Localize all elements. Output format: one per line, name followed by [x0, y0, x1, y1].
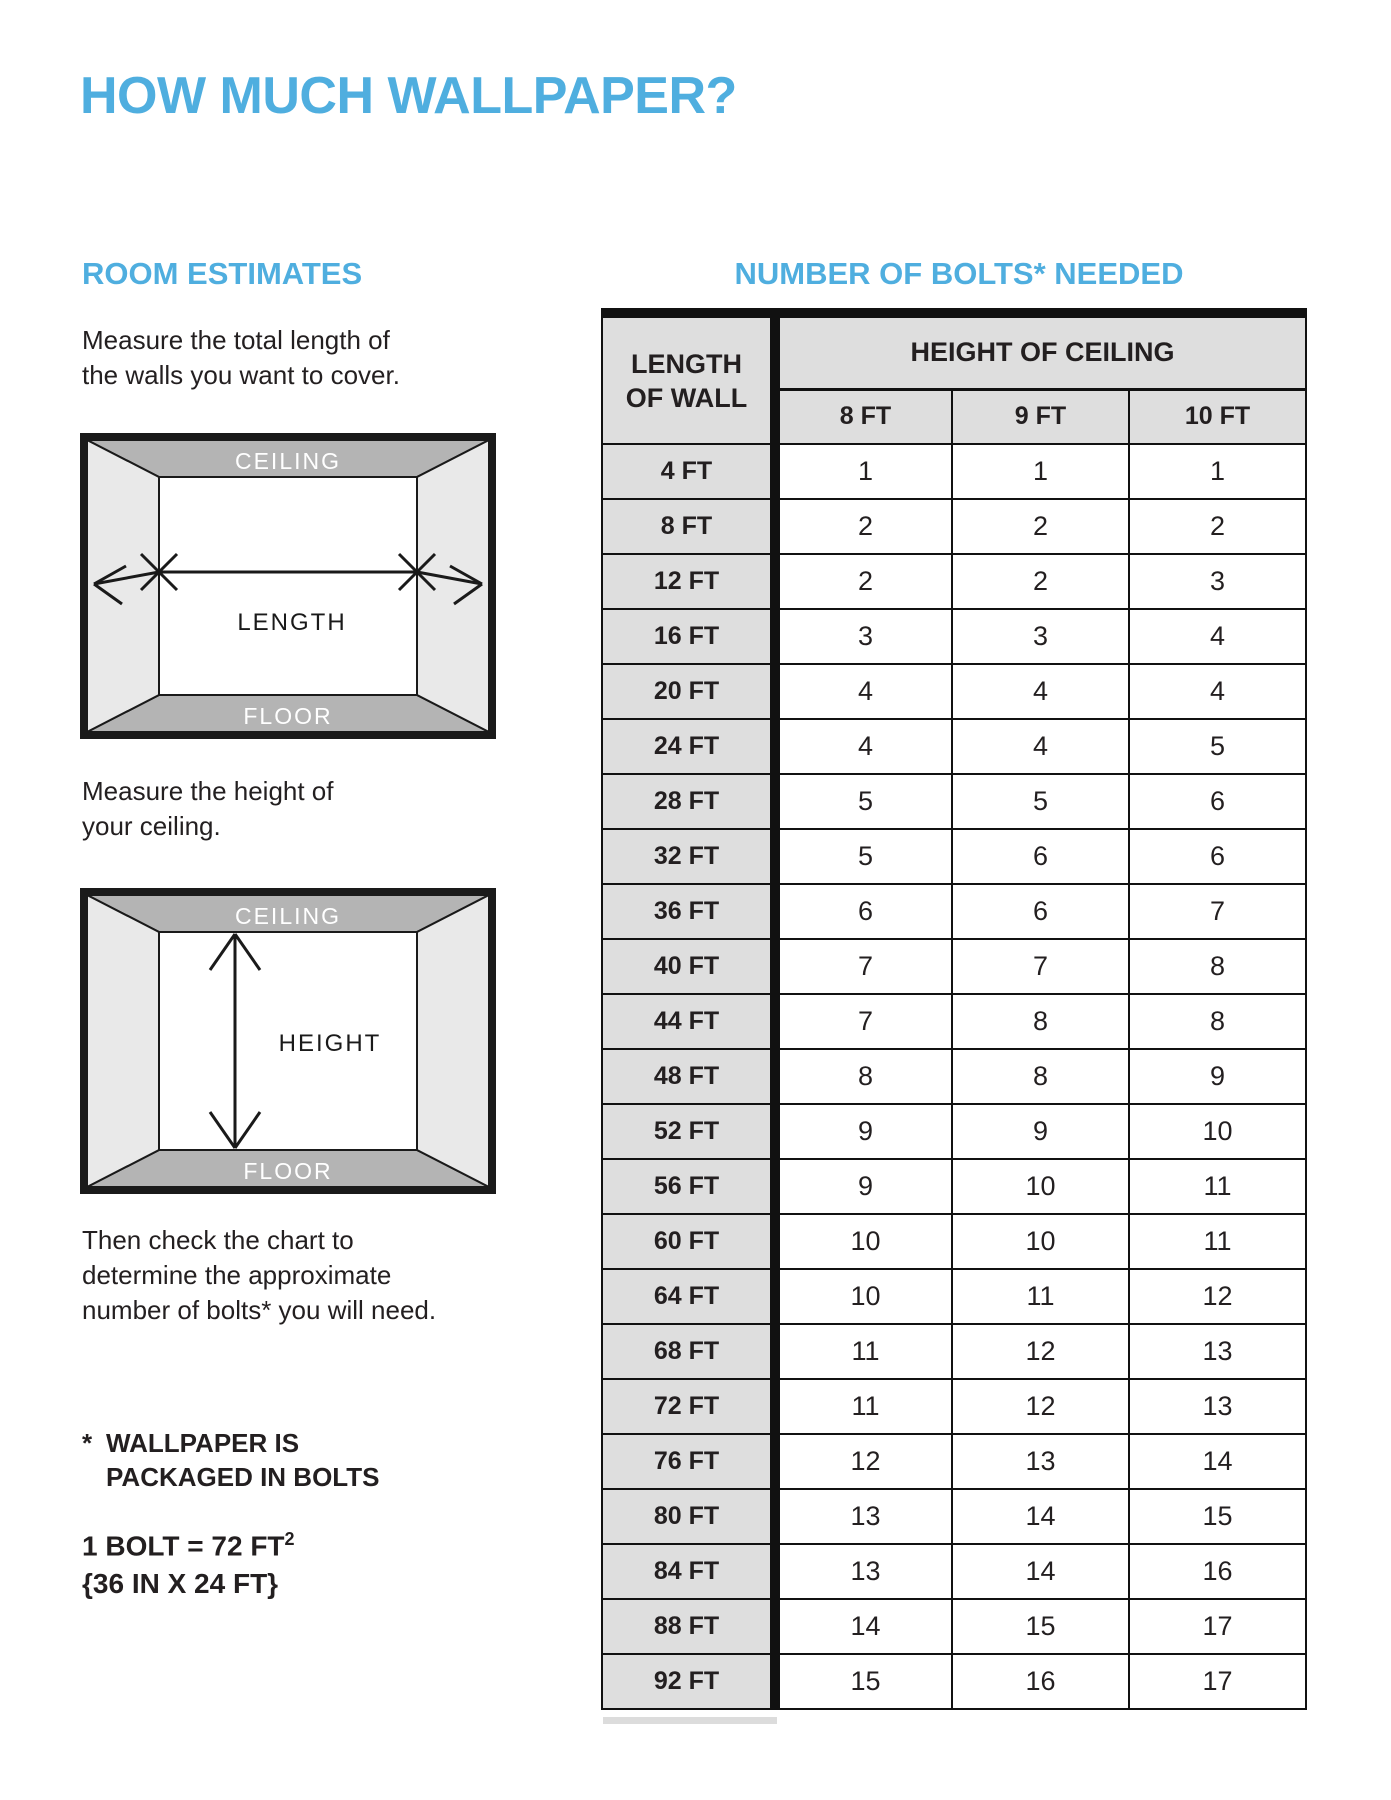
height-of-ceiling-header: HEIGHT OF CEILING: [775, 313, 1306, 389]
bolt-count-cell: 8: [775, 1049, 952, 1104]
bolt-count-cell: 9: [1129, 1049, 1306, 1104]
bolt-count-cell: 11: [1129, 1214, 1306, 1269]
bolt-count-cell: 1: [775, 444, 952, 499]
bolt-count-cell: 17: [1129, 1654, 1306, 1709]
bolt-count-cell: 13: [952, 1434, 1129, 1489]
bolt-count-cell: 10: [952, 1159, 1129, 1214]
bolt-count-cell: 6: [952, 884, 1129, 939]
bolt-count-cell: 16: [1129, 1544, 1306, 1599]
wall-length-label: 72 FT: [602, 1379, 775, 1434]
table-row: [602, 1214, 1306, 1269]
header-line: LENGTH: [631, 348, 742, 379]
instruction-line: Then check the chart to: [82, 1225, 354, 1255]
wall-length-label: 16 FT: [602, 609, 775, 664]
bolt-count-cell: 14: [952, 1544, 1129, 1599]
bolt-count-cell: 7: [775, 994, 952, 1049]
table-row: [602, 1489, 1306, 1544]
floor-label: FLOOR: [243, 703, 333, 729]
wall-length-label: 68 FT: [602, 1324, 775, 1379]
bolt-equation-line: [82, 1520, 295, 1565]
table-row: [602, 664, 1306, 719]
bolt-count-cell: 13: [775, 1489, 952, 1544]
wall-length-label: 76 FT: [602, 1434, 775, 1489]
bolt-count-cell: 2: [952, 554, 1129, 609]
wall-length-label: 88 FT: [602, 1599, 775, 1654]
bolt-count-cell: 10: [775, 1269, 952, 1324]
table-row: [602, 1104, 1306, 1159]
bolt-count-cell: 2: [775, 554, 952, 609]
bolts-needed-heading: NUMBER OF BOLTS* NEEDED: [734, 256, 1184, 291]
bolt-count-cell: 3: [952, 609, 1129, 664]
table-row: [602, 609, 1306, 664]
table-row: [602, 1599, 1306, 1654]
bolt-dimensions: {36 IN X 24 FT}: [82, 1568, 279, 1600]
bolt-count-cell: 14: [1129, 1434, 1306, 1489]
bolt-count-cell: 11: [775, 1379, 952, 1434]
bolt-count-cell: 5: [952, 774, 1129, 829]
instruction-line: determine the approximate: [82, 1260, 392, 1290]
bolt-count-cell: 15: [775, 1654, 952, 1709]
instruction-line: number of bolts* you will need.: [82, 1295, 437, 1325]
footnote-line-1: [82, 1426, 379, 1460]
bolt-count-cell: 12: [1129, 1269, 1306, 1324]
bolt-count-cell: 4: [952, 664, 1129, 719]
bolt-count-cell: 1: [1129, 444, 1306, 499]
footnote-text: WALLPAPER IS: [106, 1428, 300, 1458]
column-header-10ft: 10 FT: [1129, 389, 1306, 444]
wall-length-label: 48 FT: [602, 1049, 775, 1104]
wall-length-label: 80 FT: [602, 1489, 775, 1544]
table-row: [602, 1159, 1306, 1214]
bolt-count-cell: 7: [1129, 884, 1306, 939]
bolt-count-cell: 4: [952, 719, 1129, 774]
left-wall-surface: [87, 895, 159, 1187]
bolt-count-cell: 5: [775, 829, 952, 884]
bolts-table-body: [602, 444, 1306, 1709]
wall-length-label: 4 FT: [602, 444, 775, 499]
wall-length-label: 44 FT: [602, 994, 775, 1049]
bolt-equation: [82, 1520, 295, 1603]
instruction-line: your ceiling.: [82, 811, 221, 841]
instruction-line: Measure the total length of: [82, 325, 390, 355]
page-title: HOW MUCH WALLPAPER?: [80, 67, 737, 125]
bolt-count-cell: 6: [1129, 774, 1306, 829]
header-line: OF WALL: [625, 382, 748, 413]
bolt-count-cell: 13: [775, 1544, 952, 1599]
bolt-count-cell: 9: [775, 1159, 952, 1214]
bolt-count-cell: 15: [952, 1599, 1129, 1654]
instruction-check-chart: [82, 1223, 436, 1328]
bolts-needed-table: [601, 308, 1307, 1710]
wall-length-label: 40 FT: [602, 939, 775, 994]
bolt-count-cell: 13: [1129, 1324, 1306, 1379]
bolt-eq-text: 1 BOLT = 72 FT: [82, 1530, 285, 1562]
bolt-count-cell: 14: [775, 1599, 952, 1654]
instruction-measure-length: [82, 323, 400, 393]
ceiling-label: CEILING: [234, 448, 342, 474]
bolt-count-cell: 10: [1129, 1104, 1306, 1159]
bolt-count-cell: 7: [952, 939, 1129, 994]
table-row: [602, 719, 1306, 774]
instruction-line: Measure the height of: [82, 776, 334, 806]
bolt-count-cell: 12: [775, 1434, 952, 1489]
wall-length-label: 24 FT: [602, 719, 775, 774]
table-row: [602, 1379, 1306, 1434]
footnote-line-2: PACKAGED IN BOLTS: [106, 1462, 380, 1492]
wall-length-label: 32 FT: [602, 829, 775, 884]
bolt-count-cell: 4: [775, 664, 952, 719]
bolt-count-cell: 2: [952, 499, 1129, 554]
wall-length-label: 92 FT: [602, 1654, 775, 1709]
bolt-count-cell: 14: [952, 1489, 1129, 1544]
table-row: [602, 554, 1306, 609]
right-wall-surface: [417, 895, 489, 1187]
table-row: [602, 829, 1306, 884]
table-row: [602, 774, 1306, 829]
bolt-count-cell: 8: [1129, 994, 1306, 1049]
bolt-count-cell: 10: [952, 1214, 1129, 1269]
bolt-count-cell: 17: [1129, 1599, 1306, 1654]
instruction-line: the walls you want to cover.: [82, 360, 400, 390]
length-of-wall-header: [602, 313, 775, 444]
asterisk: *: [82, 1428, 93, 1458]
bolt-count-cell: 9: [775, 1104, 952, 1159]
table-row: [602, 1544, 1306, 1599]
table-row: [602, 1269, 1306, 1324]
bolt-count-cell: 13: [1129, 1379, 1306, 1434]
back-wall-surface: [159, 477, 417, 695]
bolt-count-cell: 11: [1129, 1159, 1306, 1214]
height-label: HEIGHT: [278, 1030, 382, 1057]
wall-length-label: 36 FT: [602, 884, 775, 939]
table-row: [602, 884, 1306, 939]
table-row: [602, 444, 1306, 499]
bolt-count-cell: 3: [775, 609, 952, 664]
bolt-count-cell: 9: [952, 1104, 1129, 1159]
wall-length-label: 20 FT: [602, 664, 775, 719]
bolt-count-cell: 11: [952, 1269, 1129, 1324]
bolt-count-cell: 4: [1129, 609, 1306, 664]
bolt-count-cell: 8: [952, 994, 1129, 1049]
table-row: [602, 499, 1306, 554]
wall-length-label: 56 FT: [602, 1159, 775, 1214]
bolt-count-cell: 15: [1129, 1489, 1306, 1544]
table-row: [602, 1654, 1306, 1709]
column-header-9ft: 9 FT: [952, 389, 1129, 444]
ceiling-label: CEILING: [234, 903, 342, 929]
bolt-count-cell: 8: [1129, 939, 1306, 994]
table-row: [602, 1434, 1306, 1489]
bolt-count-cell: 6: [1129, 829, 1306, 884]
table-row: [602, 994, 1306, 1049]
room-estimates-heading: ROOM ESTIMATES: [82, 256, 363, 291]
bolt-count-cell: 3: [1129, 554, 1306, 609]
wall-length-label: 84 FT: [602, 1544, 775, 1599]
bolt-count-cell: 11: [775, 1324, 952, 1379]
bolt-count-cell: 5: [1129, 719, 1306, 774]
table-row: [602, 939, 1306, 994]
bolt-count-cell: 2: [775, 499, 952, 554]
length-label: LENGTH: [237, 609, 347, 636]
bolt-footnote: [82, 1426, 379, 1494]
wall-length-label: 60 FT: [602, 1214, 775, 1269]
wall-length-label: 28 FT: [602, 774, 775, 829]
wall-length-label: 52 FT: [602, 1104, 775, 1159]
room-height-diagram: [80, 888, 496, 1194]
wall-length-label: 64 FT: [602, 1269, 775, 1324]
wall-length-label: 12 FT: [602, 554, 775, 609]
table-footer-strip: [603, 1717, 777, 1724]
bolt-count-cell: 2: [1129, 499, 1306, 554]
wall-length-label: 8 FT: [602, 499, 775, 554]
bolt-count-cell: 6: [775, 884, 952, 939]
bolt-count-cell: 6: [952, 829, 1129, 884]
bolt-count-cell: 16: [952, 1654, 1129, 1709]
bolt-count-cell: 4: [775, 719, 952, 774]
bolt-count-cell: 1: [952, 444, 1129, 499]
bolt-count-cell: 12: [952, 1324, 1129, 1379]
floor-label: FLOOR: [243, 1158, 333, 1184]
room-length-diagram: [80, 433, 496, 739]
table-row: [602, 1324, 1306, 1379]
bolt-count-cell: 12: [952, 1379, 1129, 1434]
bolt-eq-superscript: 2: [284, 1529, 295, 1549]
table-row: [602, 1049, 1306, 1104]
bolt-count-cell: 5: [775, 774, 952, 829]
bolt-count-cell: 8: [952, 1049, 1129, 1104]
column-header-8ft: 8 FT: [775, 389, 952, 444]
bolt-count-cell: 10: [775, 1214, 952, 1269]
bolt-count-cell: 4: [1129, 664, 1306, 719]
bolt-count-cell: 7: [775, 939, 952, 994]
instruction-measure-height: [82, 774, 334, 844]
